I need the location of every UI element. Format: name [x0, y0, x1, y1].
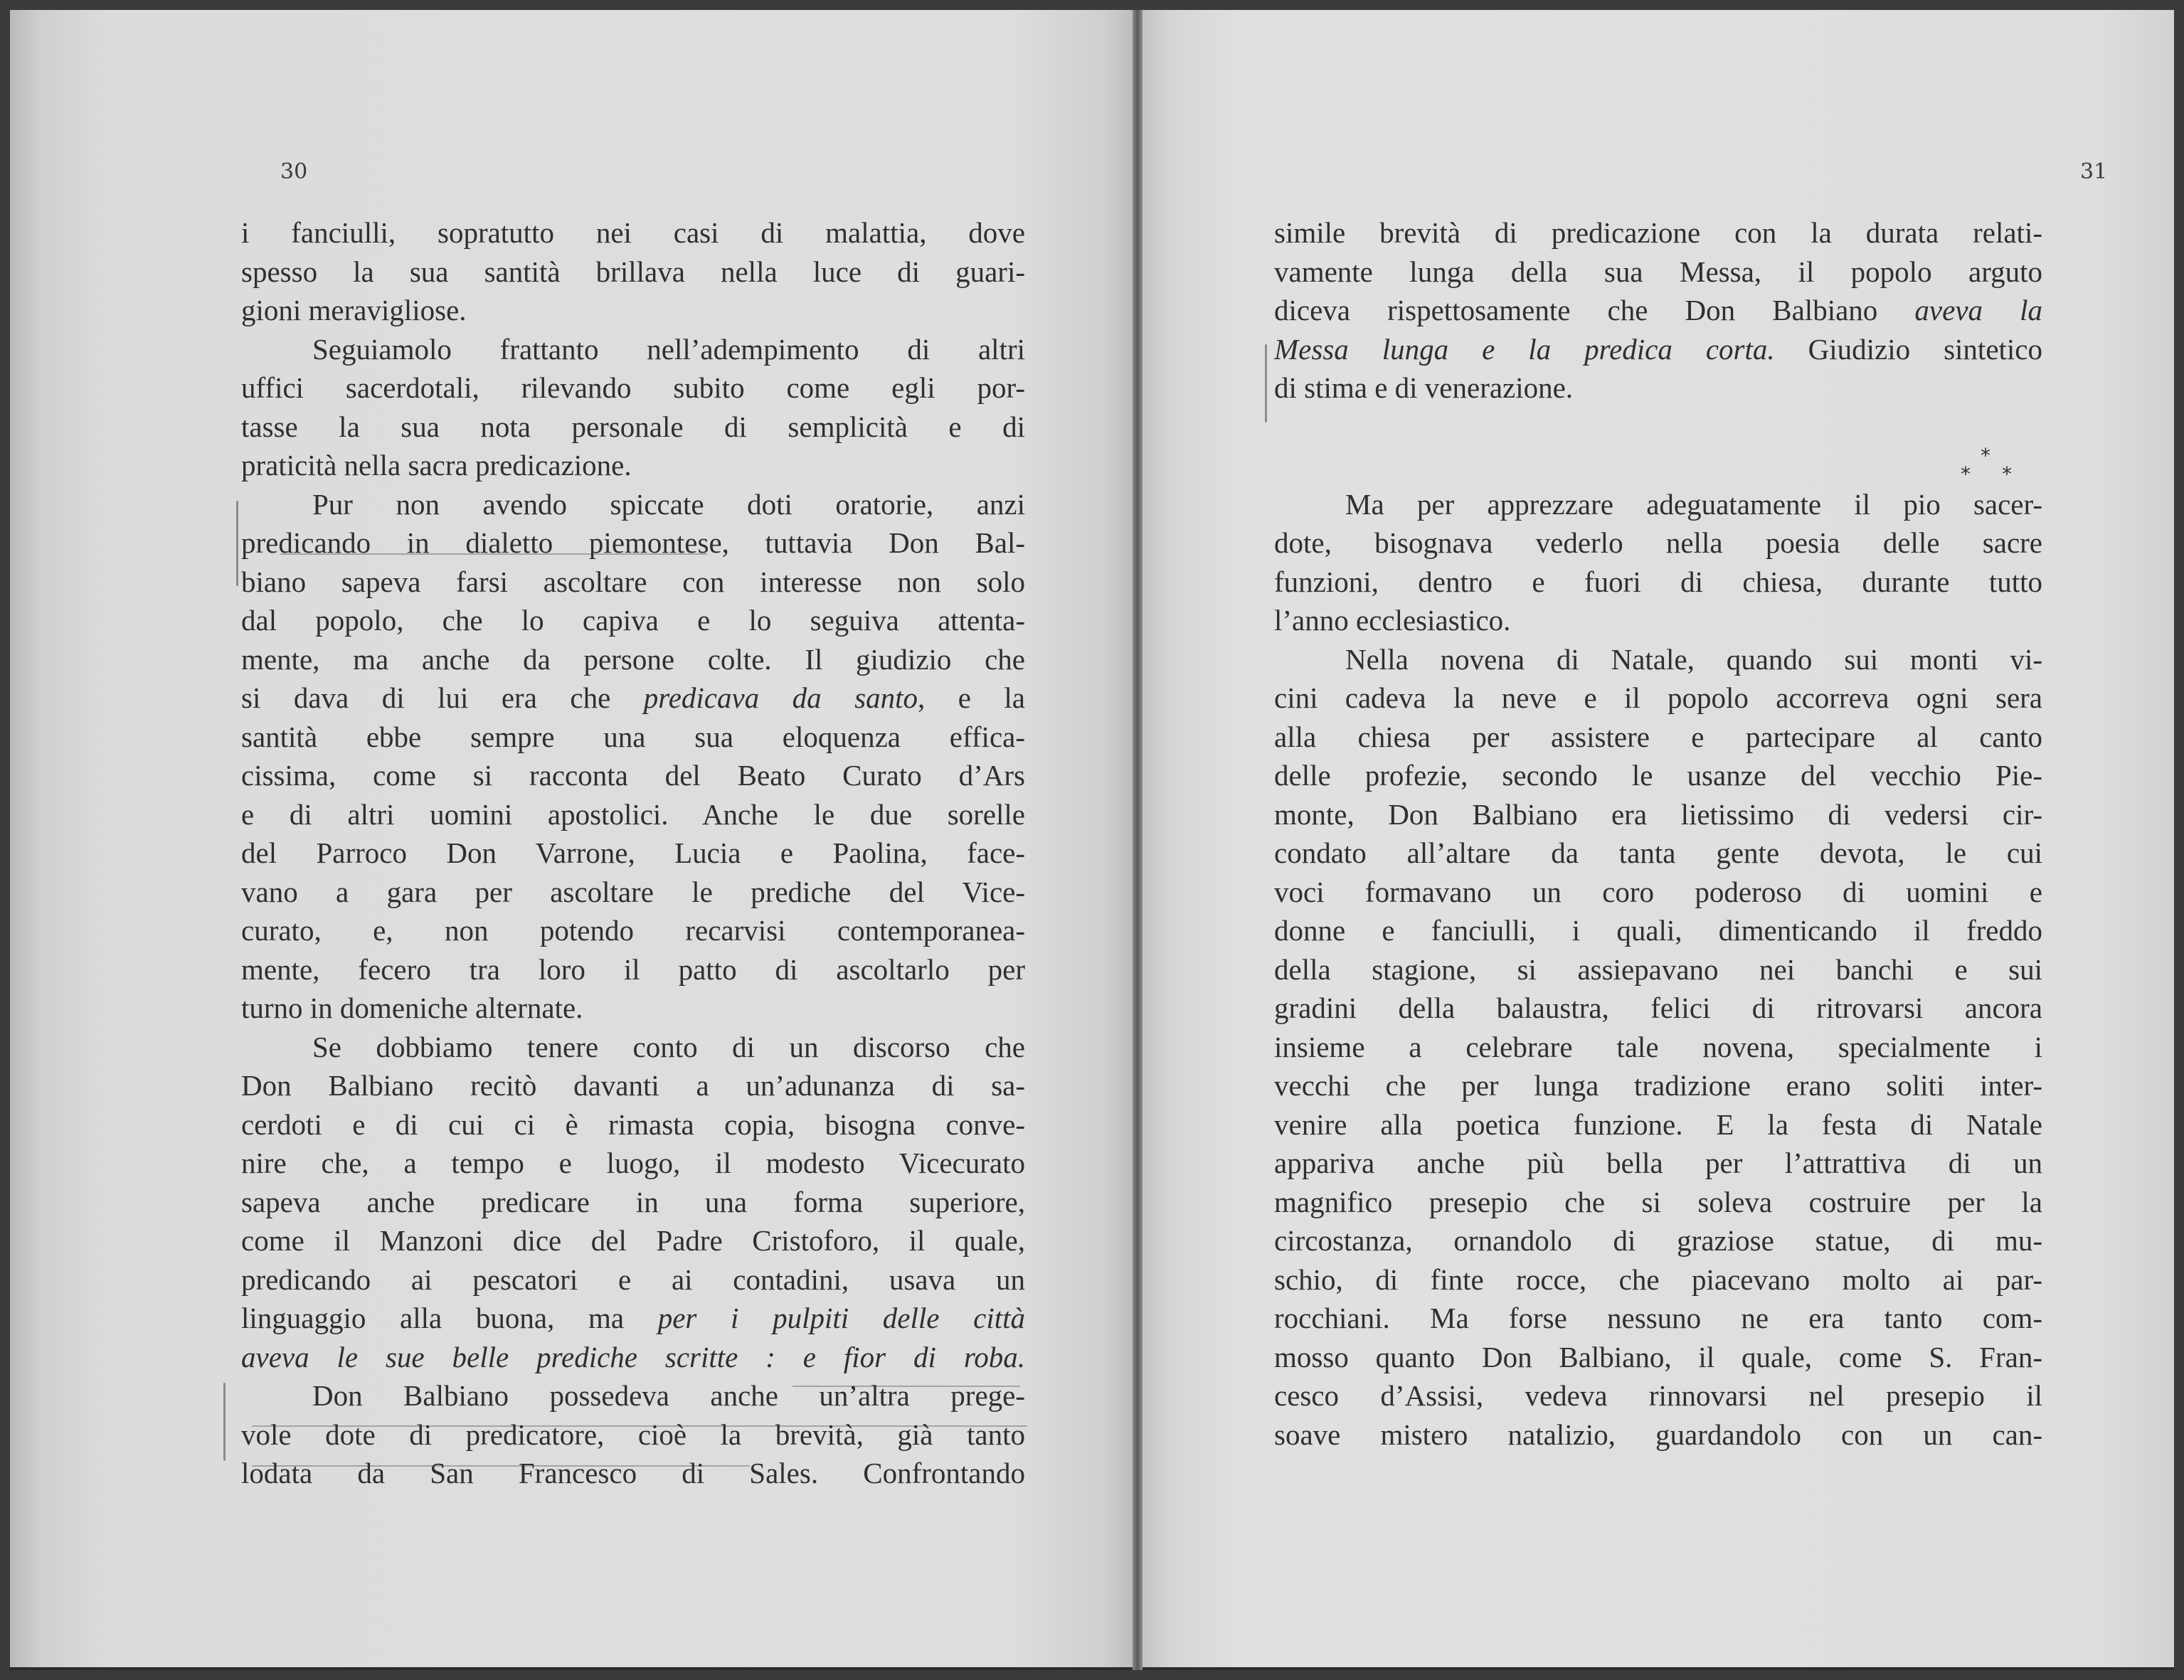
text-line: simile brevità di predicazione con la durata relati-: [1274, 216, 2042, 249]
text-line: [241, 1299, 1025, 1338]
text-line: Ma per apprezzare adeguatamente il pio sacer-: [1345, 487, 2042, 521]
text-run: , e la: [918, 681, 1025, 714]
text-line: venire alla poetica funzione. E la festa di Natale: [1274, 1107, 2042, 1141]
text-line: mente, fecero tra loro il patto di ascoltarlo per: [241, 952, 1025, 986]
text-line: donne e fanciulli, i quali, dimenticando il freddo: [1274, 914, 2042, 947]
text-line: gradini della balaustra, felici di ritrovarsi ancora: [1274, 991, 2042, 1024]
text-line: rocchiani. Ma forse nessuno ne era tanto com-: [1274, 1302, 2042, 1334]
text-line: magnifico presepio che si soleva costruire per la: [1274, 1185, 2042, 1218]
italic-phrase: aveva le sue belle prediche scritte : e fior di roba.: [241, 1340, 1025, 1373]
italic-phrase: aveva la: [1914, 294, 2043, 326]
text-line: del Parroco Don Varrone, Lucia e Paolina, face-: [241, 836, 1025, 869]
margin-pencil-mark: [1265, 344, 1267, 422]
text-line: sapeva anche predicare in una forma superiore,: [241, 1185, 1025, 1218]
text-line: monte, Don Balbiano era lietissimo di vedersi cir-: [1274, 797, 2042, 831]
text-line: soave mistero natalizio, guardandolo con un can-: [1274, 1418, 2042, 1451]
text-line: spesso la sua santità brillava nella luce di guari-: [241, 255, 1025, 288]
text-line: Nella novena di Natale, quando sui monti vi-: [1345, 642, 2042, 676]
book-spread: [10, 10, 2174, 1670]
text-line: delle profezie, secondo le usanze del vecchio Pie-: [1274, 759, 2042, 792]
text-line: alla chiesa per assistere e partecipare al canto: [1274, 720, 2042, 753]
text-line: vano a gara per ascoltare le prediche del Vice-: [241, 875, 1025, 908]
left-page-text: [241, 213, 1025, 1493]
text-run: linguaggio alla buona, ma: [241, 1302, 625, 1334]
book-gutter: [1133, 10, 1143, 1670]
text-line: cesco d’Assisi, vedeva rinnovarsi nel presepio il: [1274, 1379, 2042, 1412]
text-line: nire che, a tempo e luogo, il modesto Vicecurato: [241, 1147, 1025, 1179]
text-run: si dava di lui era che: [241, 681, 611, 714]
text-line: [1274, 291, 2042, 330]
text-line: dote, bisognava vederlo nella poesia delle sacre: [1274, 526, 2042, 559]
margin-pencil-mark: [236, 501, 238, 586]
text-line: santità ebbe sempre una sua eloquenza effica-: [241, 720, 1025, 753]
text-line: della stagione, si assiepavano nei banchi e sui: [1274, 952, 2042, 986]
text-line: Don Balbiano possedeva anche un’altra prege-: [312, 1379, 1025, 1412]
text-line: [241, 1338, 1025, 1377]
text-line: e di altri uomini apostolici. Anche le due sorelle: [241, 797, 1025, 831]
asterisk: *: [2002, 462, 2012, 486]
text-line: turno in domeniche alternate.: [241, 991, 583, 1024]
text-line: predicando ai pescatori e ai contadini, usava un: [241, 1262, 1025, 1296]
text-line: Seguiamolo frattanto nell’adempimento di altri: [312, 332, 1025, 366]
text-line: condato all’altare da tanta gente devota, le cui: [1274, 836, 2042, 869]
text-line: i fanciulli, sopratutto nei casi di malattia, dove: [241, 216, 1025, 249]
text-line: curato, e, non potendo recarvisi contemporanea-: [241, 914, 1025, 947]
text-line: insieme a celebrare tale novena, specialmente i: [1274, 1030, 2042, 1063]
page-number: 30: [280, 159, 308, 184]
text-line: Se dobbiamo tenere conto di un discorso che: [312, 1030, 1025, 1063]
section-break-asterisks: [1946, 444, 2032, 487]
italic-phrase: per i pulpiti delle città: [657, 1302, 1025, 1334]
right-page: [1143, 10, 2174, 1667]
margin-pencil-mark: [223, 1383, 226, 1461]
right-page-text: [1274, 213, 2042, 1454]
asterisk: *: [1961, 462, 1971, 486]
text-line: appariva anche più bella per l’attrattiva di un: [1274, 1147, 2042, 1179]
text-run: diceva rispettosamente che Don Balbiano: [1274, 294, 1878, 326]
text-line: come il Manzoni dice del Padre Cristoforo, il quale,: [241, 1224, 1025, 1257]
text-line: [241, 679, 1025, 718]
page-number: 31: [2080, 159, 2108, 184]
text-line: mente, ma anche da persone colte. Il giudizio che: [241, 642, 1025, 676]
text-line: Pur non avendo spiccate doti oratorie, anzi: [312, 487, 1025, 521]
text-line: gioni meravigliose.: [241, 294, 467, 326]
text-line: lodata da San Francesco di Sales. Confrontando: [241, 1457, 1025, 1489]
text-line: cissima, come si racconta del Beato Curato d’Ars: [241, 759, 1025, 792]
text-line: biano sapeva farsi ascoltare con interesse non solo: [241, 565, 1025, 598]
text-line: tasse la sua nota personale di semplicità e di: [241, 410, 1025, 443]
italic-phrase: predicava da santo: [643, 681, 918, 714]
text-line: predicando in dialetto piemontese, tuttavia Don Bal-: [241, 526, 1025, 559]
text-line: vecchi che per lunga tradizione erano soliti inter-: [1274, 1069, 2042, 1102]
text-line: cerdoti e di cui ci è rimasta copia, bisogna conve-: [241, 1107, 1025, 1141]
text-line: l’anno ecclesiastico.: [1274, 604, 1511, 637]
text-line: mosso quanto Don Balbiano, il quale, come S. Fran-: [1274, 1340, 2042, 1373]
asterisk: *: [1981, 444, 1990, 467]
left-page: [10, 10, 1133, 1667]
text-line: vamente lunga della sua Messa, il popolo arguto: [1274, 255, 2042, 288]
text-line: funzioni, dentro e fuori di chiesa, durante tutto: [1274, 565, 2042, 598]
text-line: [1274, 330, 2042, 369]
text-line: Don Balbiano recitò davanti a un’adunanza di sa-: [241, 1069, 1025, 1102]
text-line: cini cadeva la neve e il popolo accorreva ogni sera: [1274, 681, 2042, 714]
text-line: vole dote di predicatore, cioè la brevità, già tanto: [241, 1418, 1025, 1451]
text-run: Giudizio sintetico: [1808, 332, 2042, 366]
text-line: circostanza, ornandolo di graziose statue, di mu-: [1274, 1224, 2042, 1257]
italic-phrase: Messa lunga e la predica corta.: [1274, 332, 1775, 366]
text-line: schio, di finte rocce, che piacevano molto ai par-: [1274, 1262, 2042, 1296]
text-line: uffici sacerdotali, rilevando subito come egli por-: [241, 371, 1025, 404]
text-line: praticità nella sacra predicazione.: [241, 449, 632, 482]
text-line: dal popolo, che lo capiva e lo seguiva attenta-: [241, 604, 1025, 637]
text-line: voci formavano un coro poderoso di uomini e: [1274, 875, 2042, 908]
spacer: [1274, 408, 2042, 485]
text-line: di stima e di venerazione.: [1274, 371, 1574, 404]
